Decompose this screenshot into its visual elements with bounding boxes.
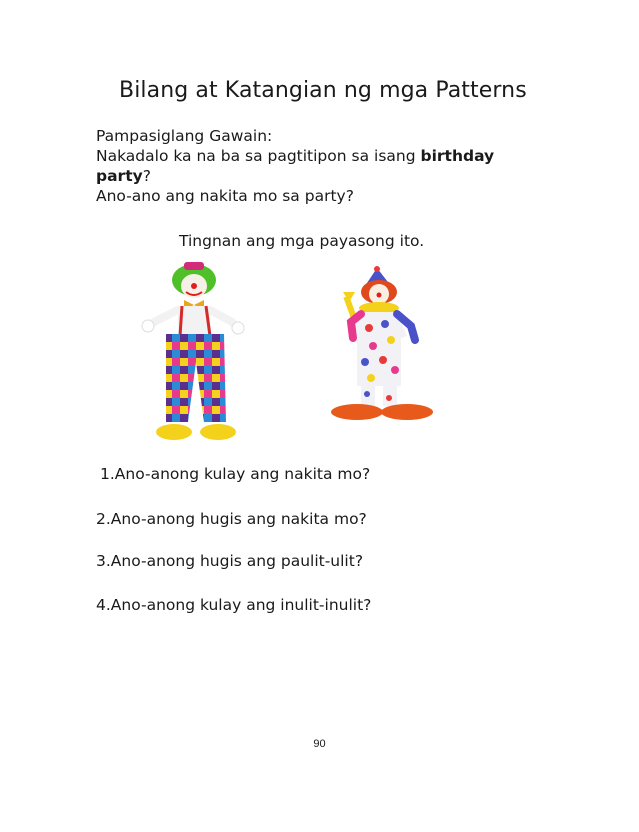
intro-question-mark: ? <box>142 167 151 185</box>
page-title: Bilang at Katangian ng mga Patterns <box>119 78 527 103</box>
clown-green-hair-image <box>140 262 246 458</box>
intro-bold-party: party <box>96 167 143 185</box>
question-4: 4.Ano-anong kulay ang inulit-inulit? <box>96 596 372 614</box>
page-number: 90 <box>313 738 326 750</box>
intro-paragraph <box>96 126 494 206</box>
intro-heading: Pampasiglang Gawain: <box>96 127 273 145</box>
instruction-text: Tingnan ang mga payasong ito. <box>179 232 425 250</box>
intro-question-line2 <box>96 166 494 186</box>
intro-question-text: Nakadalo ka na ba sa pagtitipon sa isang <box>96 147 421 165</box>
question-2: 2.Ano-anong hugis ang nakita mo? <box>96 510 367 528</box>
question-1: 1.Ano-anong kulay ang nakita mo? <box>100 465 371 483</box>
intro-question-line1 <box>96 146 494 166</box>
intro-question-party: Ano-ano ang nakita mo sa party? <box>96 187 354 205</box>
clown-red-hair-image <box>325 266 455 426</box>
intro-bold-birthday: birthday <box>420 147 495 165</box>
question-3: 3.Ano-anong hugis ang paulit-ulit? <box>96 552 364 570</box>
